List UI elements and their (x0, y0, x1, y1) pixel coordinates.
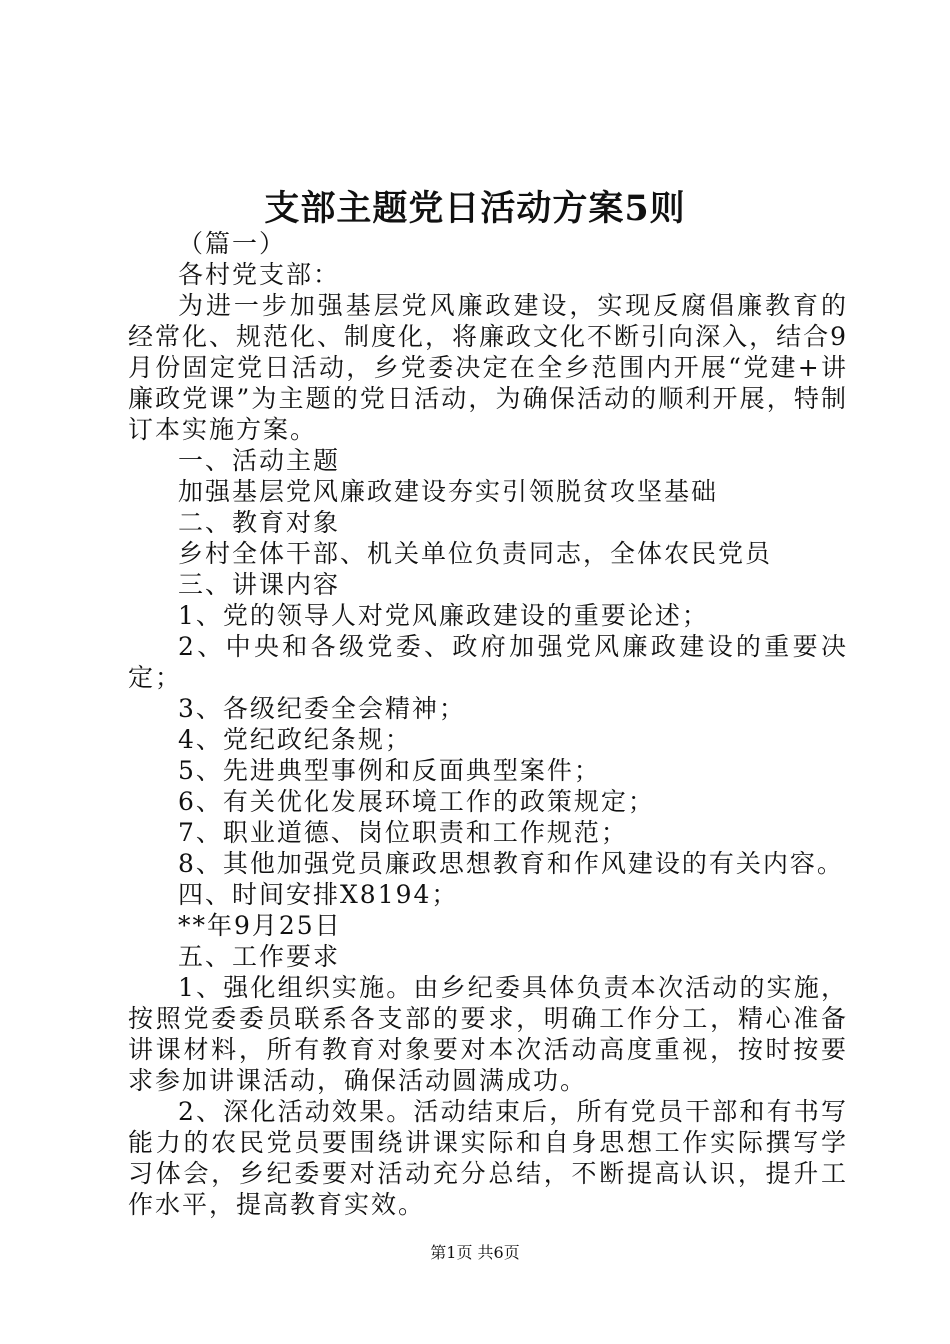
salutation: 各村党支部： (178, 260, 341, 289)
requirement-1: 1、强化组织实施。由乡纪委具体负责本次活动的实施，按照党委委员联系各支部的要求，明确工作分工，精心准备讲课材料，所有教育对象要对本次活动高度重视，按时按要求参加讲课活动，确保活动圆满成功。 (128, 973, 848, 1095)
intro-paragraph: 为进一步加强基层党风廉政建设，实现反腐倡廉教育的经常化、规范化、制度化，将廉政文化不断引向深入，结合9月份固定党日活动，乡党委决定在全乡范围内开展“党建+讲廉政党课”为主题的党日活动，为确保活动的顺利开展，特制订本实施方案。 (128, 291, 848, 444)
requirement-2: 2、深化活动效果。活动结束后，所有党员干部和有书写能力的农民党员要围绕讲课实际和自身思想工作实际撰写学习体会，乡纪委要对活动充分总结，不断提高认识，提升工作水平，提高教育实效。 (128, 1097, 848, 1219)
lecture-item-1: 1、党的领导人对党风廉政建设的重要论述； (178, 601, 709, 630)
lecture-item-8: 8、其他加强党员廉政思想教育和作风建设的有关内容。 (178, 849, 844, 878)
lecture-item-7: 7、职业道德、岗位职责和工作规范； (178, 818, 628, 847)
schedule-date: **年9月25日 (178, 911, 342, 940)
heading-activity-theme: 一、活动主题 (178, 446, 341, 475)
lecture-item-2: 2、中央和各级党委、政府加强党风廉政建设的重要决定； (128, 632, 848, 692)
heading-work-requirements: 五、工作要求 (178, 942, 341, 971)
heading-schedule: 四、时间安排X8194； (178, 880, 459, 909)
lecture-item-4: 4、党纪政纪条规； (178, 725, 412, 754)
document-title: 支部主题党日活动方案5则 (264, 188, 686, 229)
document-body (128, 228, 848, 1220)
activity-theme-text: 加强基层党风廉政建设夯实引领脱贫攻坚基础 (178, 477, 719, 506)
education-targets-text: 乡村全体干部、机关单位负责同志，全体农民党员 (178, 539, 773, 568)
heading-education-targets: 二、教育对象 (178, 508, 341, 537)
section-label-part-one: （篇一） (178, 229, 287, 258)
heading-lecture-content: 三、讲课内容 (178, 570, 341, 599)
page-footer: 第1页 共6页 (430, 1243, 520, 1262)
lecture-item-6: 6、有关优化发展环境工作的政策规定； (178, 787, 655, 816)
lecture-item-5: 5、先进典型事例和反面典型案件； (178, 756, 601, 785)
lecture-item-3: 3、各级纪委全会精神； (178, 694, 466, 723)
